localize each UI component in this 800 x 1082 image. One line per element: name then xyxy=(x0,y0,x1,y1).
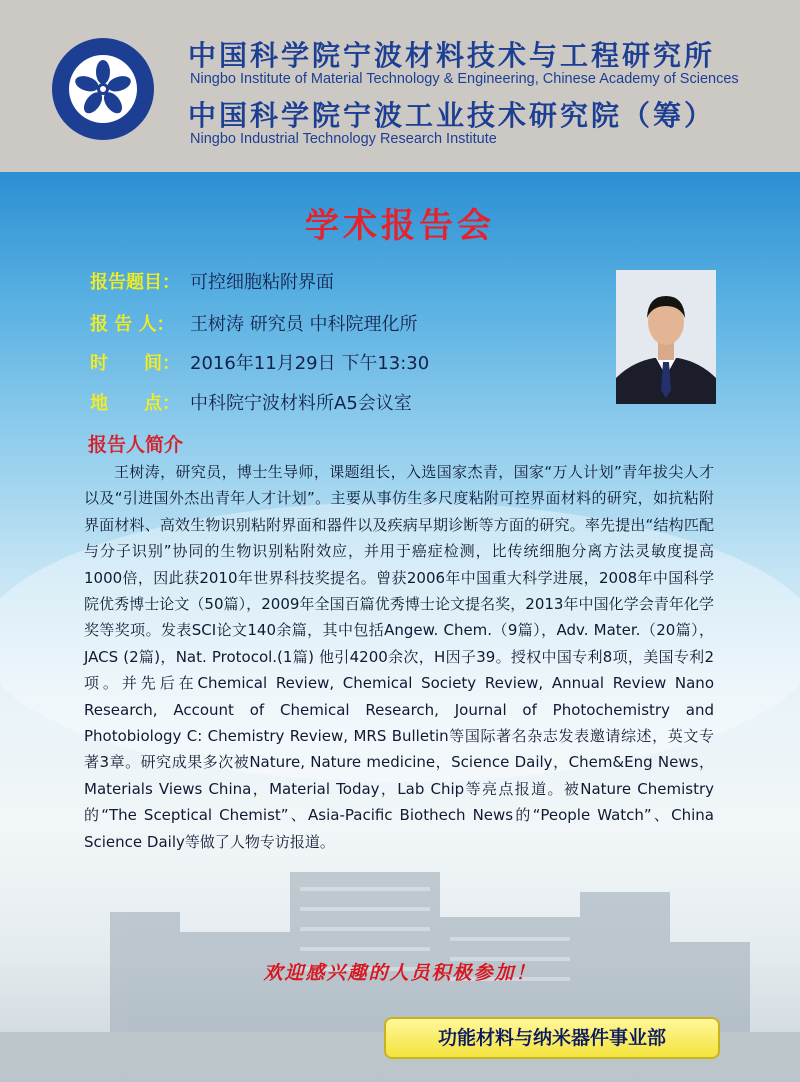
info-row-location xyxy=(90,389,412,415)
research-institute-name-cn: 中国科学院宁波工业技术研究院（筹） xyxy=(188,99,716,132)
info-value: 中科院宁波材料所A5会议室 xyxy=(190,393,412,414)
institute-name-en: Ningbo Institute of Material Technology & Engineering, Chinese Academy of Sciences xyxy=(190,71,739,87)
info-label: 报 告 人： xyxy=(90,314,175,335)
header-banner xyxy=(0,0,800,172)
info-value: 可控细胞粘附界面 xyxy=(190,272,334,293)
info-label: 时 间： xyxy=(90,353,180,374)
speaker-photo xyxy=(616,270,716,404)
page-title: 学术报告会 xyxy=(305,206,495,246)
info-label: 报告题目： xyxy=(90,272,180,293)
welcome-message: 欢迎感兴趣的人员积极参加！ xyxy=(263,962,537,984)
department-badge: 功能材料与纳米器件事业部 xyxy=(384,1017,720,1059)
bio-heading: 报告人简介 xyxy=(88,434,184,456)
info-value: 2016年11月29日 下午13:30 xyxy=(190,353,430,374)
institute-name-cn: 中国科学院宁波材料技术与工程研究所 xyxy=(188,39,716,72)
info-label: 地 点： xyxy=(90,393,180,414)
research-institute-name-en: Ningbo Industrial Technology Research Institute xyxy=(190,131,497,147)
info-row-topic xyxy=(90,268,334,294)
info-row-time xyxy=(90,349,429,375)
info-row-speaker xyxy=(90,310,417,336)
info-value: 王树涛 研究员 中科院理化所 xyxy=(190,314,418,335)
cas-logo-icon xyxy=(50,36,156,142)
bio-text: 王树涛，研究员，博士生导师，课题组长，入选国家杰青，国家“万人计划”青年拔尖人才以及“引进国外杰出青年人才计划”。主要从事仿生多尺度粘附可控界面材料的研究，如抗粘附界面材料、高效生物识别粘附界面和器件以及疾病早期诊断等方面的研究。率先提出“结构匹配与分子识别”协同的生物识别粘附效应，并用于癌症检测，比传统细胞分离方法灵敏度提高1000倍，因此获2010年世界科技奖提名。曾获2006年中国重大科学进展，2008年中国科学院优秀博士论文（50篇），2009年全国百篇优秀博士论文提名奖，2013年中国化学会青年化学奖等奖项。发表SCI论文140余篇，其中包括Angew. Chem.（9篇），Adv. Mater.（20篇），JACS (2篇)，Nat. Protocol.(1篇) 他引4200余次，H因子39。授权中国专利8项，美国专利2项。并先后在Chemical Review, Chemical Society Review, Annual Review Nano Research, Account of Chemical Research, Journal of Photochemistry and Photobiology C: Chemistry Review, MRS Bulletin等国际著名杂志发表邀请综述，英文专著3章。研究成果多次被Nature, Nature medicine，Science Daily，Chem&Eng News，Materials Views China，Material Today，Lab Chip等亮点报道。被Nature Chemistry的“The Sceptical Chemist”、Asia-Pacific Biothech News的“People Watch”、China Science Daily等做了人物专访报道。 xyxy=(84,463,714,851)
